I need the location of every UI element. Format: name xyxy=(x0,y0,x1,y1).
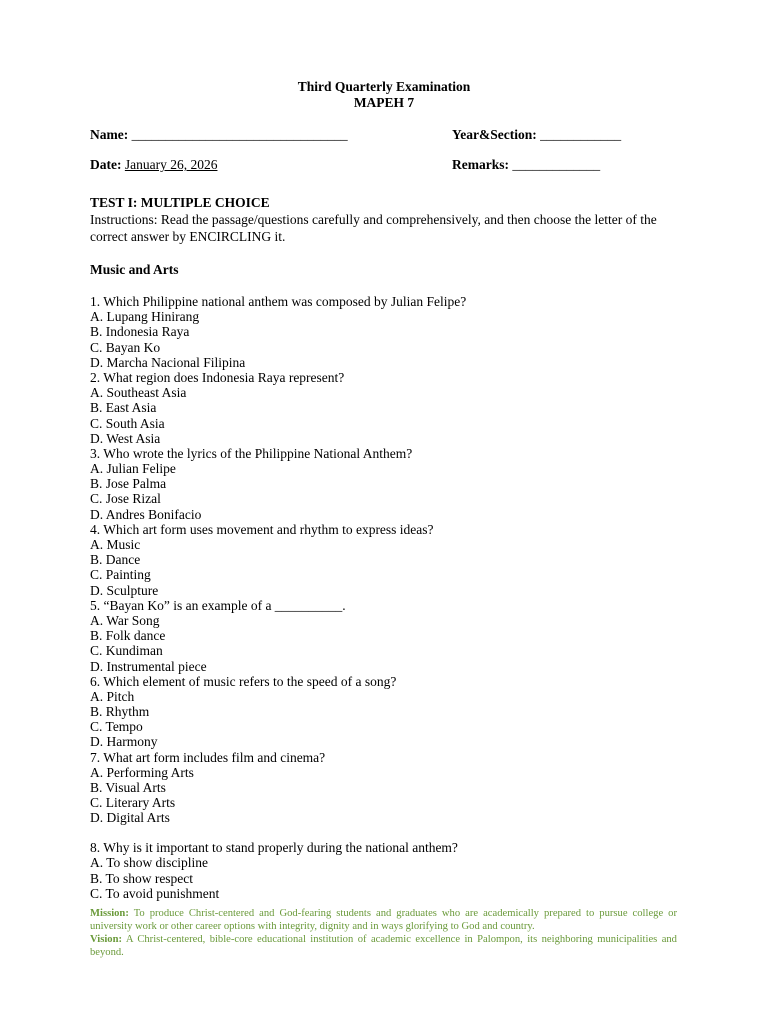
answer-choice[interactable]: B. Indonesia Raya xyxy=(90,324,190,340)
answer-choice[interactable]: B. Jose Palma xyxy=(90,476,167,492)
answer-choice[interactable]: A. Performing Arts xyxy=(90,764,194,780)
answer-choice[interactable]: D. West Asia xyxy=(90,430,161,446)
answer-choice[interactable]: C. Bayan Ko xyxy=(90,339,161,355)
remarks-label: Remarks: xyxy=(452,157,509,172)
answer-choice[interactable]: A. War Song xyxy=(90,612,160,628)
question-text: 6. Which element of music refers to the speed of a song? xyxy=(90,673,397,689)
answer-choice[interactable]: C. Tempo xyxy=(90,719,143,735)
question-text: 5. “Bayan Ko” is an example of a __________. xyxy=(90,597,346,613)
answer-choice[interactable]: B. East Asia xyxy=(90,400,157,416)
answer-choice[interactable]: B. Dance xyxy=(90,552,141,568)
year-section-field xyxy=(452,127,621,143)
answer-choice[interactable]: C. South Asia xyxy=(90,415,165,431)
answer-choice[interactable]: B. Rhythm xyxy=(90,704,150,720)
answer-choice[interactable]: C. Literary Arts xyxy=(90,795,176,811)
year-section-blank: ____________ xyxy=(540,127,622,142)
date-label: Date: xyxy=(90,157,122,172)
answer-choice[interactable]: B. Visual Arts xyxy=(90,780,166,795)
vision-statement xyxy=(90,933,677,959)
answer-choice[interactable]: D. Andres Bonifacio xyxy=(90,506,202,522)
answer-choice[interactable]: B. To show respect xyxy=(90,870,194,886)
date-value: January 26, 2026 xyxy=(124,157,218,172)
date-field xyxy=(90,157,217,173)
test-heading: TEST I: MULTIPLE CHOICE xyxy=(90,195,270,210)
answer-choice[interactable]: C. Kundiman xyxy=(90,643,163,659)
question-text: 3. Who wrote the lyrics of the Philippine National Anthem? xyxy=(90,445,413,461)
answer-choice[interactable]: A. Pitch xyxy=(90,688,135,704)
answer-choice[interactable]: D. Marcha Nacional Filipina xyxy=(90,354,246,370)
answer-choice[interactable]: A. Music xyxy=(90,537,141,552)
section-heading: Music and Arts xyxy=(90,262,179,277)
name-blank: ________________________________ xyxy=(131,127,348,142)
name-label: Name: xyxy=(90,127,129,142)
mission-label: Mission: xyxy=(90,908,129,919)
year-section-label: Year&Section: xyxy=(452,127,537,142)
question-text: 1. Which Philippine national anthem was composed by Julian Felipe? xyxy=(90,294,467,309)
answer-choice[interactable]: A. Julian Felipe xyxy=(90,461,176,477)
name-field xyxy=(90,127,348,143)
vision-text: A Christ-centered, bible-core educational institution of academic excellence in Palompon, its neighboring municipalities and beyond. xyxy=(90,934,677,958)
answer-choice[interactable]: A. Lupang Hinirang xyxy=(90,309,200,325)
answer-choice[interactable]: D. Instrumental piece xyxy=(90,658,207,674)
footer-mission-vision xyxy=(90,907,677,959)
answer-choice[interactable]: C. To avoid punishment xyxy=(90,885,220,901)
answer-choice[interactable]: D. Harmony xyxy=(90,734,158,750)
answer-choice[interactable]: D. Sculpture xyxy=(90,582,159,598)
question-text: 7. What art form includes film and cinema? xyxy=(90,749,326,765)
answer-choice[interactable]: B. Folk dance xyxy=(90,628,166,644)
question-list xyxy=(90,294,690,901)
exam-title: Third Quarterly Examination xyxy=(297,79,471,94)
answer-choice[interactable]: A. To show discipline xyxy=(90,855,209,871)
instructions: Instructions: Read the passage/questions carefully and comprehensively, and then choose the letter of the correct answer by ENCIRCLING it. xyxy=(90,212,657,244)
vision-label: Vision: xyxy=(90,934,122,945)
exam-subject: MAPEH 7 xyxy=(353,95,415,110)
answer-choice[interactable]: C. Painting xyxy=(90,567,151,583)
question-text: 2. What region does Indonesia Raya represent? xyxy=(90,369,345,385)
mission-text: To produce Christ-centered and God-fearing students and graduates who are academically prepared to pursue college or university work or other career options with integrity, dignity and in ways glorifying to God and country. xyxy=(90,908,677,932)
answer-choice[interactable]: D. Digital Arts xyxy=(90,810,170,826)
answer-choice[interactable]: C. Jose Rizal xyxy=(90,491,161,507)
question-text: 4. Which art form uses movement and rhythm to express ideas? xyxy=(90,521,434,537)
question-text: 8. Why is it important to stand properly during the national anthem? xyxy=(90,840,458,856)
mission-statement xyxy=(90,907,677,933)
remarks-blank: _____________ xyxy=(512,157,601,172)
answer-choice[interactable]: A. Southeast Asia xyxy=(90,385,187,401)
remarks-field xyxy=(452,157,600,173)
question-spacer xyxy=(90,826,690,841)
